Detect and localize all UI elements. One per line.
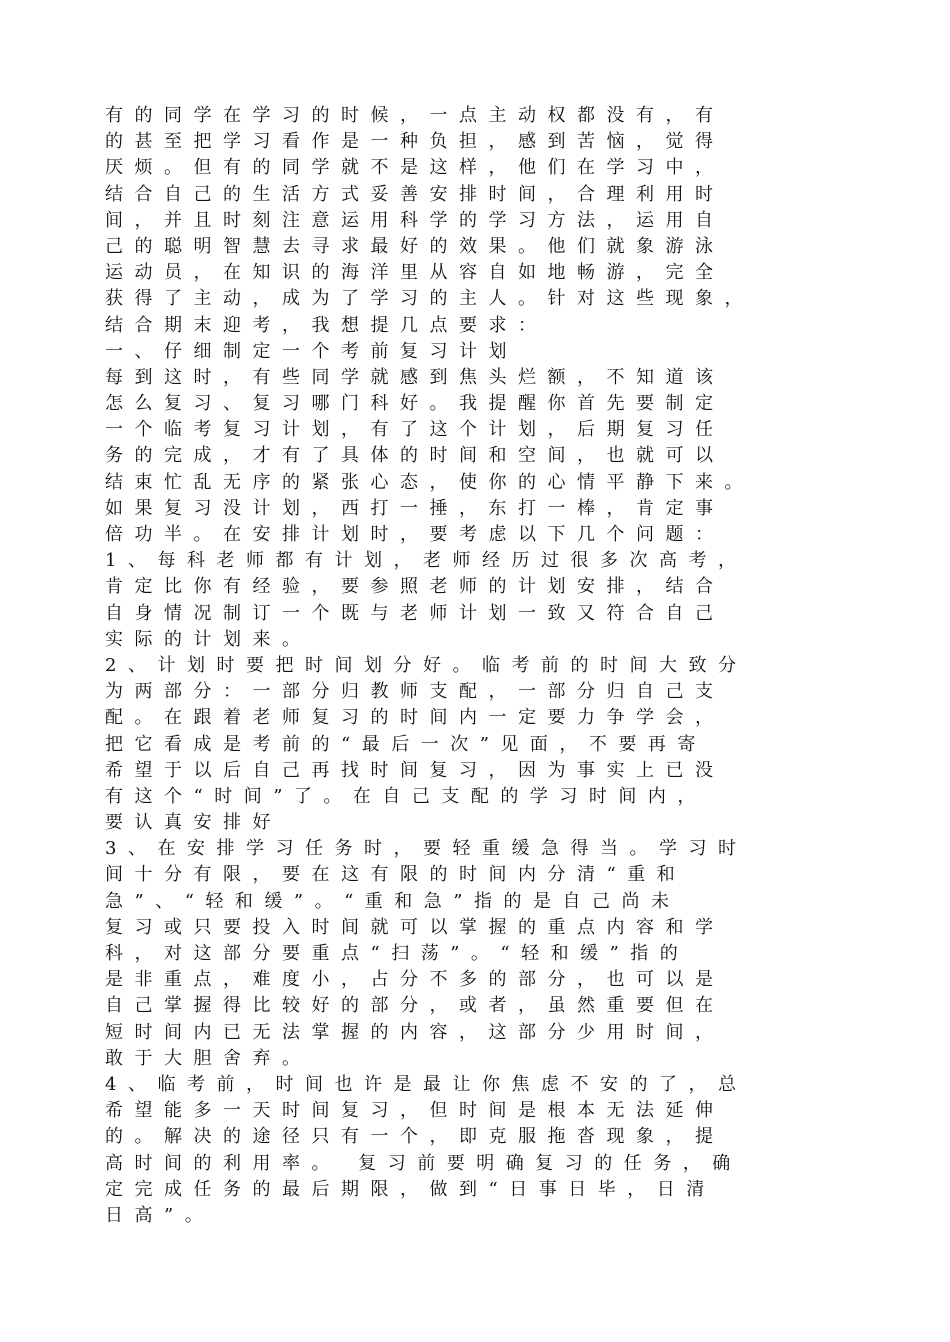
text-line: 3、在安排学习任务时，要轻重缓急得当。学习时 [105, 838, 748, 860]
text-line: 运动员，在知识的海洋里从容自如地畅游，完全 [105, 262, 725, 284]
text-line: 务的完成，才有了具体的时间和空间，也就可以 [105, 445, 725, 467]
text-line: 的甚至把学习看作是一种负担，感到苦恼，觉得 [105, 131, 725, 153]
text-line: 科，对这部分要重点“扫荡”。“轻和缓”指的 [105, 943, 690, 964]
text-line: 厌烦。但有的同学就不是这样，他们在学习中， [105, 157, 725, 179]
text-line: 自身情况制订一个既与老师计划一致又符合自己 [105, 602, 725, 624]
text-line: 急”、“轻和缓”。“重和急”指的是自己尚未 [105, 890, 681, 912]
text-line: 复习或只要投入时间就可以掌握的重点内容和学 [105, 916, 725, 938]
text-line: 配。在跟着老师复习的时间内一定要力争学会， [105, 707, 725, 729]
text-line: 是非重点，难度小，占分不多的部分，也可以是 [105, 969, 725, 991]
text-line: 为两部分：一部分归教师支配，一部分归自己支 [105, 681, 725, 703]
text-line: 高时间的利用率。 复习前要明确复习的任务，确 [105, 1152, 742, 1174]
text-line: 短时间内已无法掌握的内容，这部分少用时间， [105, 1021, 725, 1043]
text-line: 把它看成是考前的“最后一次”见面，不要再寄 [105, 733, 707, 755]
text-line: 有这个“时间”了。在自己支配的学习时间内， [105, 785, 707, 807]
text-line: 己的聪明智慧去寻求最好的效果。他们就象游泳 [105, 235, 725, 257]
text-line: 结束忙乱无序的紧张心态，使你的心情平静下来。 [105, 471, 754, 493]
text-line: 的。解决的途径只有一个，即克服拖沓现象，提 [105, 1126, 725, 1148]
text-line: 希望能多一天时间复习，但时间是根本无法延伸 [105, 1100, 725, 1122]
text-line: 一个临考复习计划，有了这个计划，后期复习任 [105, 419, 725, 441]
text-line: 怎么复习、复习哪门科好。我提醒你首先要制定 [105, 393, 725, 415]
document-body [105, 103, 865, 1229]
text-line: 每到这时，有些同学就感到焦头烂额，不知道该 [105, 366, 725, 388]
text-line: 定完成任务的最后期限，做到“日事日毕，日清 [105, 1178, 716, 1200]
text-line: 如果复习没计划，西打一捶，东打一棒，肯定事 [105, 497, 725, 519]
text-line: 4、临考前，时间也许是最让你焦虑不安的了，总 [105, 1073, 748, 1095]
text-line: 有的同学在学习的时候，一点主动权都没有，有 [105, 105, 725, 126]
text-line: 间，并且时刻注意运用科学的学习方法，运用自 [105, 209, 725, 231]
text-line: 1、每科老师都有计划，老师经历过很多次高考， [105, 550, 748, 572]
text-line: 实际的计划来。 [105, 628, 312, 650]
text-line: 敢于大胆舍弃。 [105, 1047, 312, 1069]
text-line: 希望于以后自己再找时间复习，因为事实上已没 [105, 759, 725, 781]
text-line: 自己掌握得比较好的部分，或者，虽然重要但在 [105, 995, 725, 1017]
text-line: 间十分有限，要在这有限的时间内分清“重和 [105, 864, 687, 886]
text-line: 一、仔细制定一个考前复习计划 [105, 340, 518, 362]
text-line: 结合期末迎考，我想提几点要求： [105, 314, 548, 336]
text-line: 结合自己的生活方式妥善安排时间，合理利用时 [105, 183, 725, 205]
text-line: 倍功半。在安排计划时，要考虑以下几个问题： [105, 524, 725, 545]
text-line: 肯定比你有经验，要参照老师的计划安排，结合 [105, 576, 725, 598]
text-line: 获得了主动，成为了学习的主人。针对这些现象， [105, 288, 754, 310]
text-line: 日高”。 [105, 1204, 215, 1226]
text-line: 2、计划时要把时间划分好。临考前的时间大致分 [105, 654, 748, 676]
text-line: 要认真安排好 [105, 812, 282, 834]
